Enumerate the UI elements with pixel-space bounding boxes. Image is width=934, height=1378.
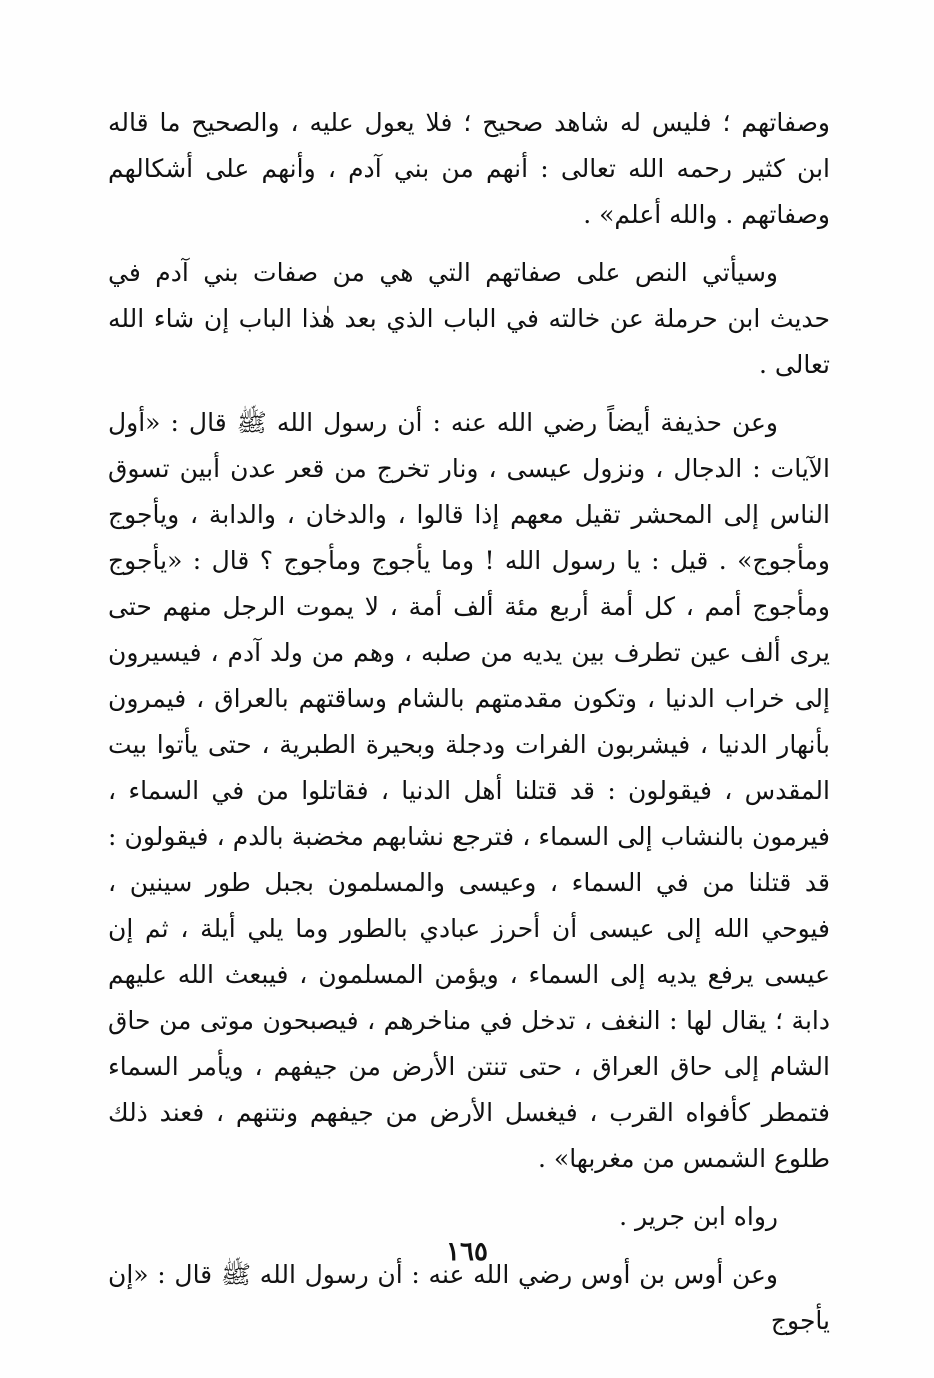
paragraph-1: وصفاتهم ؛ فليس له شاهد صحيح ؛ فلا يعول عليه ، والصحيح ما قاله ابن كثير رحمه الله تعالى : أنهم من بني آدم ، وأنهم على أشكالهم وصفاتهم . والله أعلم» . bbox=[108, 108, 830, 229]
paragraph-5: وعن أوس بن أوس رضي الله عنه : أن رسول الله ﷺ قال : «إن يأجوج bbox=[108, 1260, 830, 1335]
page-body bbox=[108, 100, 830, 1356]
paragraph-4: رواه ابن جرير . bbox=[619, 1202, 778, 1231]
paragraph-3: وعن حذيفة أيضاً رضي الله عنه : أن رسول الله ﷺ قال : «أول الآيات : الدجال ، ونزول عيسى ، ونار تخرج من قعر عدن أبين تسوق الناس إلى المحشر تقيل معهم إذا قالوا ، والدخان ، والدابة ، ويأجوج ومأجوج» . قيل : يا رسول الله ! وما يأجوج ومأجوج ؟ قال : «يأجوج ومأجوج أمم ، كل أمة أربع مئة ألف أمة ، لا يموت الرجل منهم حتى يرى ألف عين تطرف بين يديه من صلبه ، وهم من ولد آدم ، فيسيرون إلى خراب الدنيا ، وتكون مقدمتهم بالشام وساقتهم بالعراق ، فيمرون بأنهار الدنيا ، فيشربون الفرات ودجلة وبحيرة الطبرية ، حتى يأتوا بيت المقدس ، فيقولون : قد قتلنا أهل الدنيا ، فقاتلوا من في السماء ، فيرمون بالنشاب إلى السماء ، فترجع نشابهم مخضبة بالدم ، فيقولون : قد قتلنا من في السماء ، وعيسى والمسلمون بجبل طور سينين ، فيوحي الله إلى عيسى أن أحرز عبادي بالطور وما يلي أيلة ، ثم إن عيسى يرفع يديه إلى السماء ، ويؤمن المسلمون ، فيبعث الله عليهم دابة ؛ يقال لها : النغف ، تدخل في مناخرهم ، فيصبحون موتى من حاق الشام إلى حاق العراق ، حتى تنتن الأرض من جيفهم ، ويأمر السماء فتمطر كأفواه القرب ، فيغسل الأرض من جيفهم ونتنهم ، فعند ذلك طلوع الشمس من مغربها» . bbox=[108, 408, 830, 1173]
page-number: ١٦٥ bbox=[446, 1237, 488, 1267]
paragraph-2: وسيأتي النص على صفاتهم التي هي من صفات بني آدم في حديث ابن حرملة عن خالته في الباب الذي بعد هٰذا الباب إن شاء الله تعالى . bbox=[108, 258, 830, 379]
